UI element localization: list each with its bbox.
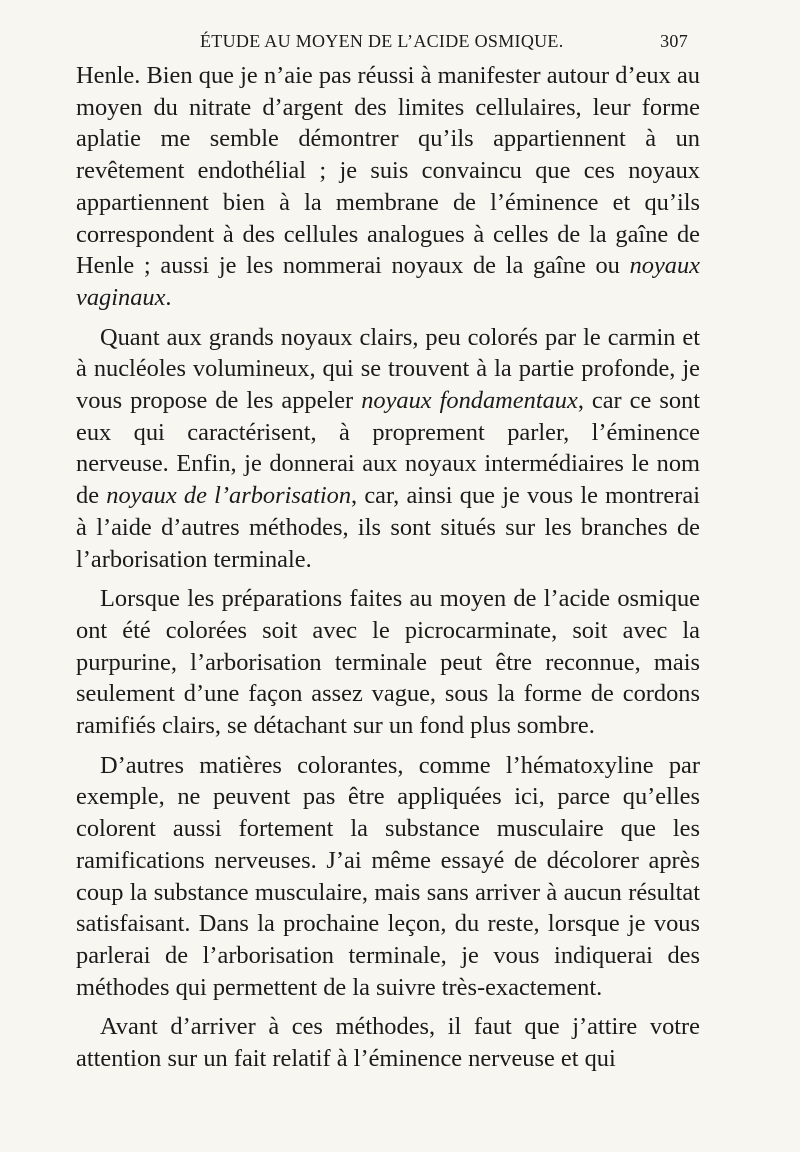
text-run: . bbox=[165, 283, 172, 311]
text-run: Henle. Bien que je n’aie pas réussi à manifester autour d’eux au moyen du nitrate d’argent des limites cellulaires, leur forme aplatie me semble démontrer qu’ils appartiennent à un revêtement endothélial ; je suis convaincu que ces noyaux appartiennent bien à la membrane de l’éminence et qu’ils correspondent à des cellules analogues à celles de la gaîne de Henle ; aussi je les nommerai noyaux de la gaîne ou bbox=[76, 62, 700, 280]
text-run: Lorsque les préparations faites au moyen de l’acide osmique ont été colorées soit avec le picrocarminate, soit avec la purpurine, l’arborisation terminale peut être reconnue, mais seulement d’une façon assez vague, sous la forme de cordons ramifiés clairs, se détachant sur un fond plus sombre. bbox=[76, 585, 700, 740]
running-title: ÉTUDE AU MOYEN DE L’ACIDE OSMIQUE. bbox=[200, 31, 564, 51]
text-run: , car ce sont eux qui caractérisent, à proprement parler, l’éminence nerveuse. Enfin, je donnerai aux noyaux intermédiaires le nom de bbox=[76, 387, 700, 510]
running-header bbox=[76, 31, 688, 59]
text-run: D’autres matières colorantes, comme l’hématoxyline par exemple, ne peuvent pas être appliquées ici, parce qu’elles colorent aussi fortement la substance musculaire que les ramifications nerveuses. J’ai même essayé de décolorer après coup la substance musculaire, mais sans arriver à aucun résultat satisfaisant. Dans la prochaine leçon, du reste, lorsque je vous parlerai de l’arborisation terminale, je vous indiquerai des méthodes qui permettent de la suivre très-exactement. bbox=[76, 751, 700, 1001]
page-number: 307 bbox=[660, 31, 688, 51]
paragraph bbox=[76, 1011, 700, 1074]
text-run: , car, ainsi que je vous le montrerai à l’aide d’autres méthodes, ils sont situés sur les branches de l’arborisation terminale. bbox=[76, 482, 700, 573]
paragraph bbox=[76, 60, 700, 314]
paragraph bbox=[76, 322, 700, 576]
text-run: Avant d’arriver à ces méthodes, il faut que j’attire votre attention sur un fait relatif à l’éminence nerveuse et qui bbox=[76, 1013, 700, 1073]
page-body bbox=[76, 60, 700, 1075]
italic-term: noyaux vaginaux bbox=[76, 252, 700, 311]
paragraph bbox=[76, 583, 700, 742]
text-run: Quant aux grands noyaux clairs, peu colorés par le carmin et à nucléoles volumineux, qui se trouvent à la partie profonde, je vous propose de les appeler bbox=[76, 323, 700, 415]
italic-term: noyaux de l’arborisation bbox=[106, 482, 352, 510]
paragraph bbox=[76, 750, 700, 1004]
italic-term: noyaux fondamentaux bbox=[361, 387, 578, 415]
